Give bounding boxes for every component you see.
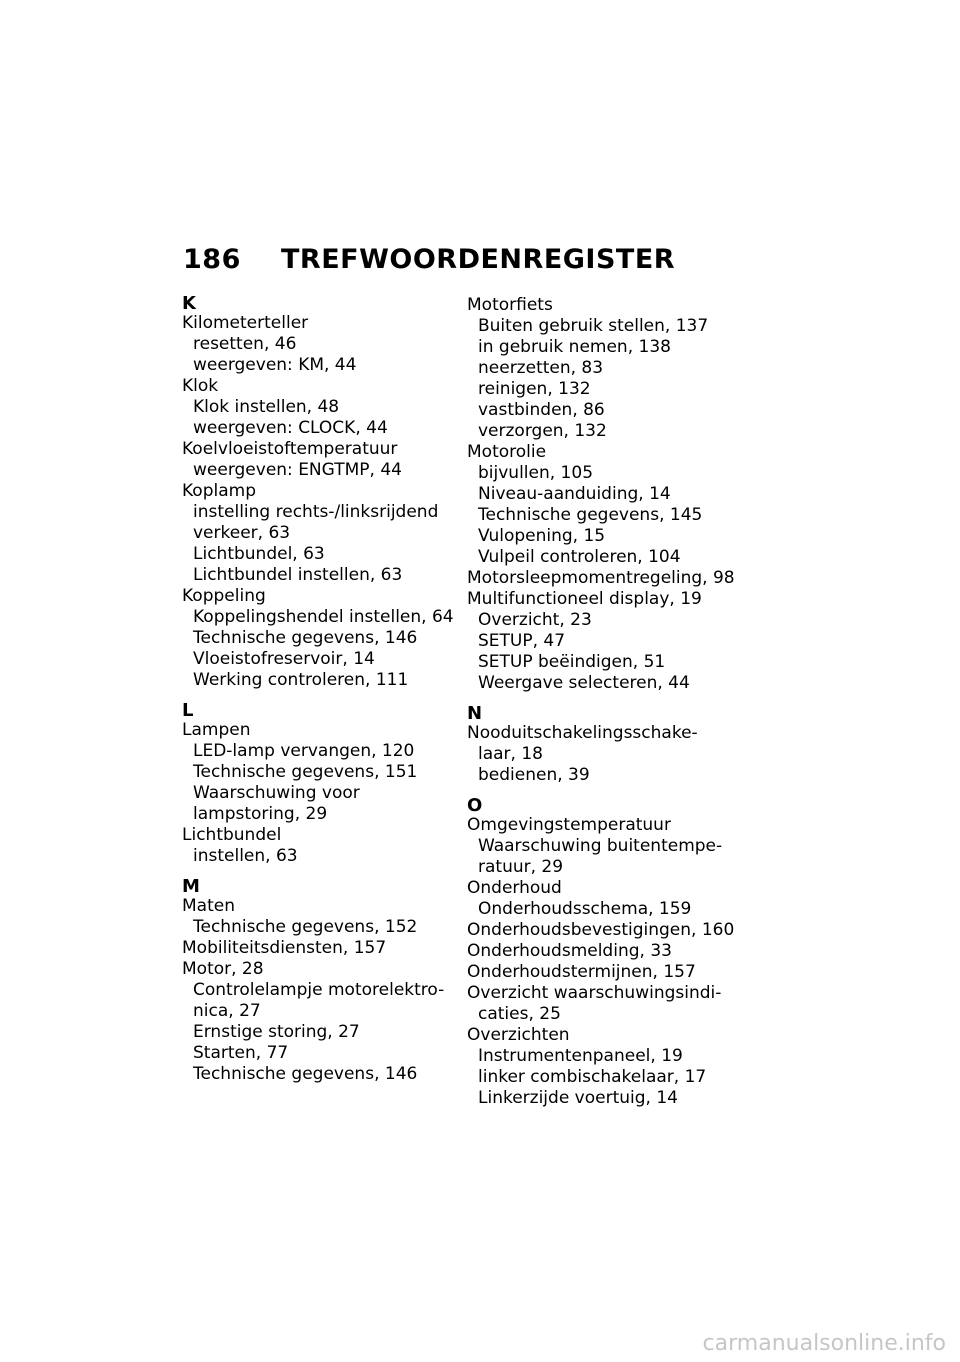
index-entry: Onderhoudstermijnen, 157 <box>467 962 696 982</box>
index-subentry: Buiten gebruik stellen, 137 <box>478 316 709 336</box>
index-subentry: vastbinden, 86 <box>478 400 605 420</box>
index-entry: Nooduitschakelingsschake- <box>467 723 698 743</box>
index-subentry: weergeven: CLOCK, 44 <box>193 418 388 438</box>
index-entry: Klok <box>182 376 219 396</box>
index-subentry: Lichtbundel instellen, 63 <box>193 565 403 585</box>
index-subentry: weergeven: KM, 44 <box>193 355 357 375</box>
index-subentry: Waarschuwing buitentempe- <box>478 836 723 856</box>
index-subentry: caties, 25 <box>478 1004 561 1024</box>
index-subentry: Koppelingshendel instellen, 64 <box>193 607 454 627</box>
index-subentry: resetten, 46 <box>193 334 297 354</box>
index-subentry: Onderhoudsschema, 159 <box>478 899 692 919</box>
index-subentry: Technische gegevens, 146 <box>193 1064 418 1084</box>
index-subentry: Instrumentenpaneel, 19 <box>478 1046 683 1066</box>
index-subentry: Vloeistofreservoir, 14 <box>193 649 375 669</box>
index-subentry: Linkerzijde voertuig, 14 <box>478 1088 678 1108</box>
index-entry: Overzicht waarschuwingsindi- <box>467 983 722 1003</box>
index-entry: Lampen <box>182 720 251 740</box>
index-entry: Motorolie <box>467 442 547 462</box>
index-subentry: SETUP, 47 <box>478 631 566 651</box>
index-entry: Onderhoud <box>467 878 562 898</box>
index-letter-heading: K <box>182 293 196 314</box>
index-letter-heading: L <box>182 700 194 721</box>
index-entry: Multifunctioneel display, 19 <box>467 589 702 609</box>
index-entry: Maten <box>182 896 235 916</box>
index-subentry: LED-lamp vervangen, 120 <box>193 741 415 761</box>
index-entry: Onderhoudsmelding, 33 <box>467 941 672 961</box>
index-entry: Lichtbundel <box>182 825 282 845</box>
index-subentry: Vulopening, 15 <box>478 526 606 546</box>
index-subentry: Klok instellen, 48 <box>193 397 340 417</box>
index-subentry: SETUP beëindigen, 51 <box>478 652 666 672</box>
index-subentry: Starten, 77 <box>193 1043 289 1063</box>
index-entry: Motorsleepmomentregeling, 98 <box>467 568 735 588</box>
page-header <box>183 244 675 275</box>
watermark-text: carmanualsonline.info <box>702 1331 946 1356</box>
index-subentry: Vulpeil controleren, 104 <box>478 547 681 567</box>
index-subentry: lampstoring, 29 <box>193 804 328 824</box>
index-subentry: Technische gegevens, 152 <box>193 917 418 937</box>
index-subentry: in gebruik nemen, 138 <box>478 337 671 357</box>
index-subentry: linker combischakelaar, 17 <box>478 1067 707 1087</box>
index-subentry: verzorgen, 132 <box>478 421 607 441</box>
index-subentry: Weergave selecteren, 44 <box>478 673 690 693</box>
index-entry: Onderhoudsbevestigingen, 160 <box>467 920 735 940</box>
index-subentry: Werking controleren, 111 <box>193 670 409 690</box>
index-subentry: Niveau-aanduiding, 14 <box>478 484 671 504</box>
index-entry: Kilometerteller <box>182 313 309 333</box>
index-subentry: verkeer, 63 <box>193 523 291 543</box>
index-entry: Overzichten <box>467 1025 570 1045</box>
index-column-left <box>182 295 452 1085</box>
index-entry: Motorfiets <box>467 295 553 315</box>
index-letter-heading: O <box>467 795 483 816</box>
index-letter-heading: M <box>182 876 200 897</box>
index-entry: Koplamp <box>182 481 256 501</box>
index-subentry: weergeven: ENGTMP, 44 <box>193 460 402 480</box>
index-entry: Koppeling <box>182 586 266 606</box>
index-subentry: neerzetten, 83 <box>478 358 604 378</box>
index-subentry: Technische gegevens, 151 <box>193 762 418 782</box>
index-subentry: Technische gegevens, 145 <box>478 505 703 525</box>
index-subentry: instelling rechts-/linksrijdend <box>193 502 439 522</box>
index-subentry: bedienen, 39 <box>478 765 590 785</box>
index-column-right <box>467 295 757 1109</box>
index-subentry: Waarschuwing voor <box>193 783 360 803</box>
page-number: 186 <box>183 244 241 275</box>
index-subentry: bijvullen, 105 <box>478 463 594 483</box>
index-subentry: laar, 18 <box>478 744 543 764</box>
index-subentry: Lichtbundel, 63 <box>193 544 325 564</box>
index-subentry: reinigen, 132 <box>478 379 591 399</box>
index-subentry: instellen, 63 <box>193 846 298 866</box>
index-subentry: Overzicht, 23 <box>478 610 592 630</box>
index-entry: Koelvloeistoftemperatuur <box>182 439 398 459</box>
page-title: TREFWOORDENREGISTER <box>281 244 676 275</box>
index-subentry: Ernstige storing, 27 <box>193 1022 360 1042</box>
index-entry: Omgevingstemperatuur <box>467 815 671 835</box>
index-entry: Mobiliteitsdiensten, 157 <box>182 938 387 958</box>
index-subentry: ratuur, 29 <box>478 857 564 877</box>
index-entry: Motor, 28 <box>182 959 264 979</box>
index-subentry: Technische gegevens, 146 <box>193 628 418 648</box>
index-subentry: nica, 27 <box>193 1001 261 1021</box>
index-subentry: Controlelampje motorelektro- <box>193 980 445 1000</box>
index-letter-heading: N <box>467 703 483 724</box>
